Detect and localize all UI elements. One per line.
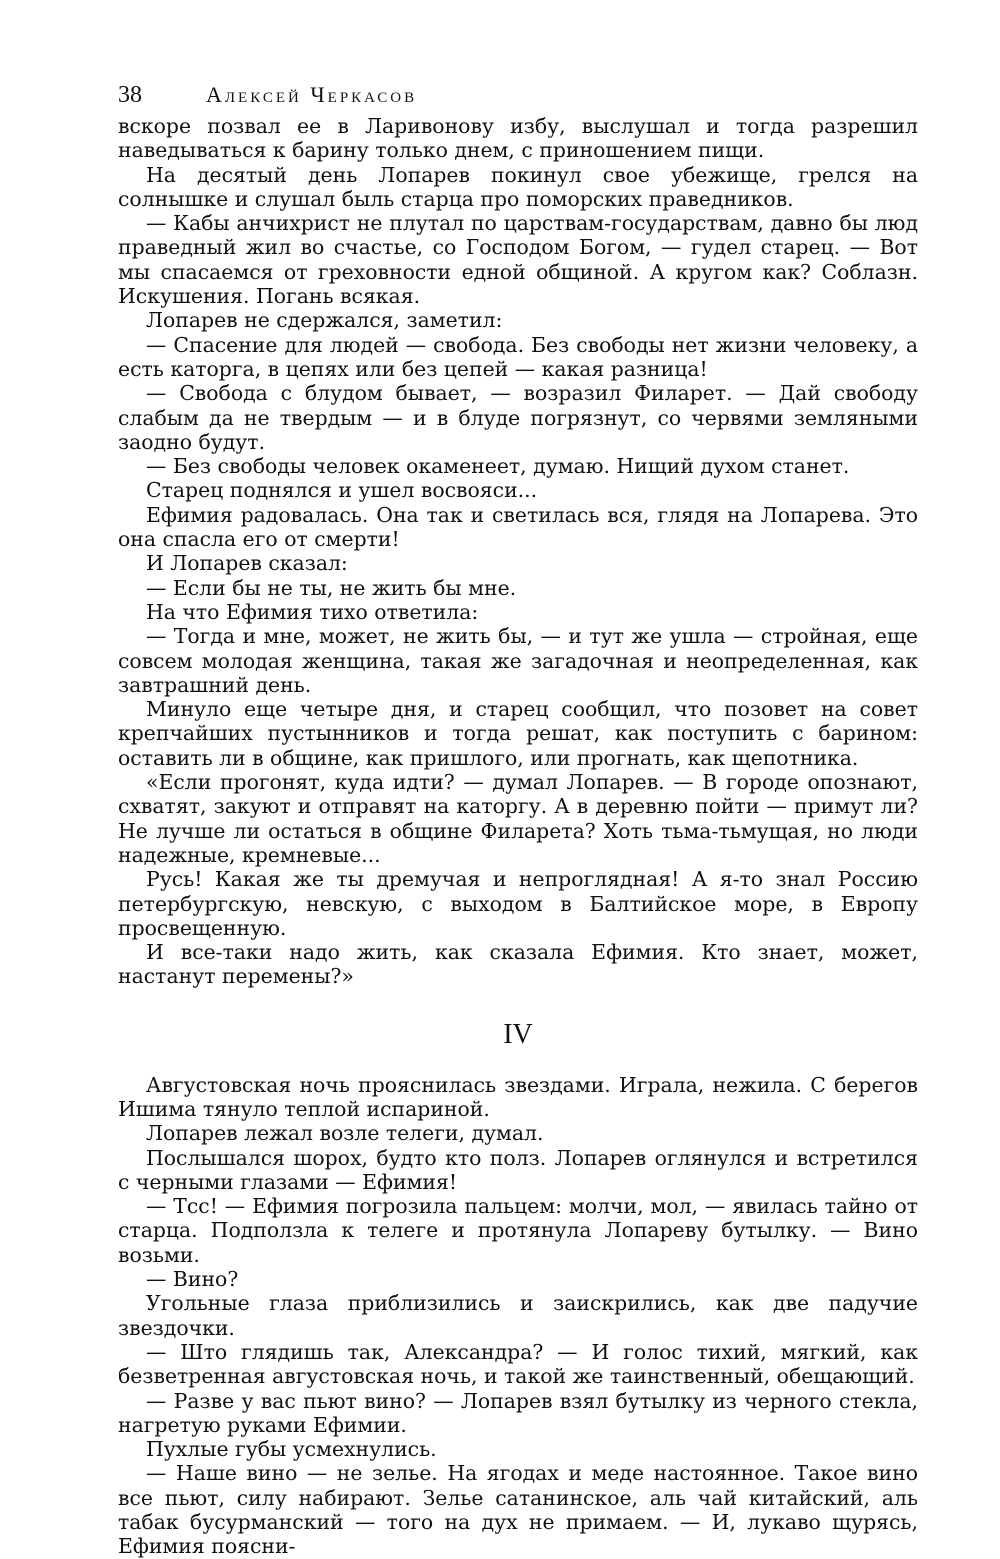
paragraph: — Свобода с блудом бывает, — возразил Филарет. — Дай свободу слабым да не твердым — и в блуде погрязнут, со червями земляными заодно будут.	[118, 381, 918, 454]
paragraph: Лопарев не сдержался, заметил:	[146, 308, 503, 333]
paragraph: И все-таки надо жить, как сказала Ефимия. Кто знает, может, настанут перемены?»	[118, 940, 918, 989]
chapter-heading: IV	[503, 1018, 533, 1050]
paragraph: Лопарев лежал возле телеги, думал.	[146, 1121, 544, 1146]
body-text-before	[118, 114, 918, 989]
paragraph: Угольные глаза приблизились и заискрились, как две падучие звездочки.	[118, 1291, 918, 1340]
paragraph: — Што глядишь так, Александра? — И голос тихий, мягкий, как безветренная августовская ночь, и такой же таинственный, обещающий.	[118, 1339, 918, 1389]
paragraph: И Лопарев сказал:	[146, 551, 348, 576]
body-text-after	[118, 1073, 918, 1559]
paragraph: Старец поднялся и ушел восвояси...	[146, 478, 538, 503]
paragraph: На что Ефимия тихо ответила:	[146, 599, 479, 624]
paragraph: Августовская ночь прояснилась звездами. Играла, нежила. С берегов Ишима тянуло теплой испариной.	[118, 1072, 918, 1121]
running-head	[118, 82, 918, 114]
paragraph: — Наше вино — не зелье. На ягодах и меде настоянное. Такое вино все пьют, силу набирают. Зелье сатанинское, аль чай китайский, аль табак бусурманский — того на дух не примаем. — И, лукаво щурясь, Ефимия поясни-	[118, 1461, 918, 1559]
page-number: 38	[118, 82, 142, 108]
paragraph: — Без свободы человек окаменеет, думаю. Нищий духом станет.	[146, 454, 850, 479]
paragraph: — Спасение для людей — свобода. Без свободы нет жизни человеку, а есть каторга, в цепях или без цепей — какая разница!	[118, 332, 918, 381]
paragraph: «Если прогонят, куда идти? — думал Лопарев. — В городе опознают, схватят, закуют и отправят на каторгу. А в деревню пойти — примут ли? Не лучше ли остаться в общине Филарета? Хоть тьма-тьмущая, но люди надежные, кремневые...	[118, 770, 918, 867]
paragraph: Послышался шорох, будто кто полз. Лопарев оглянулся и встретился с черными глазами — Ефимия!	[118, 1145, 918, 1194]
paragraph: — Если бы не ты, не жить бы мне.	[146, 575, 517, 600]
paragraph: На десятый день Лопарев покинул свое убежище, грелся на солнышке и слушал быль старца про поморских праведников.	[118, 162, 918, 211]
paragraph: — Кабы анчихрист не плутал по царствам-государствам, давно бы люд праведный жил во счастье, со Господом Богом, — гудел старец. — Вот мы спасаемся от греховности едной общиной. А кругом как? Соблазн. Искушения. Погань всякая.	[118, 211, 918, 309]
paragraph: Минуло еще четыре дня, и старец сообщил, что позовет на совет крепчайших пустынников и тогда решат, как поступить с барином: оставить ли в общине, как пришлого, или прогнать, как щепотника.	[118, 697, 918, 770]
paragraph: Русь! Какая же ты дремучая и непроглядная! А я-то знал Россию петербургскую, невскую, с выходом в Балтийское море, в Европу просвещенную.	[118, 867, 918, 940]
paragraph: — Разве у вас пьют вино? — Лопарев взял бутылку из черного стекла, нагретую руками Ефимии.	[118, 1388, 918, 1437]
paragraph: Ефимия радовалась. Она так и светилась вся, глядя на Лопарева. Это она спасла его от смерти!	[118, 502, 918, 552]
book-page	[118, 82, 918, 1559]
author-name: Алексей Черкасов	[206, 82, 418, 107]
paragraph: вскоре позвал ее в Ларивонову избу, выслушал и тогда разрешил наведываться к барину только днем, с приношением пищи.	[118, 114, 918, 163]
paragraph: — Тогда и мне, может, не жить бы, — и тут же ушла — стройная, еще совсем молодая женщина, такая же загадочная и неопределенная, как завтрашний день.	[118, 624, 918, 697]
paragraph: — Тсс! — Ефимия погрозила пальцем: молчи, мол, — явилась тайно от старца. Подползла к телеге и протянула Лопареву бутылку. — Вино возьми.	[118, 1194, 918, 1267]
paragraph: — Вино?	[146, 1267, 239, 1292]
paragraph: Пухлые губы усмехнулись.	[146, 1437, 437, 1462]
